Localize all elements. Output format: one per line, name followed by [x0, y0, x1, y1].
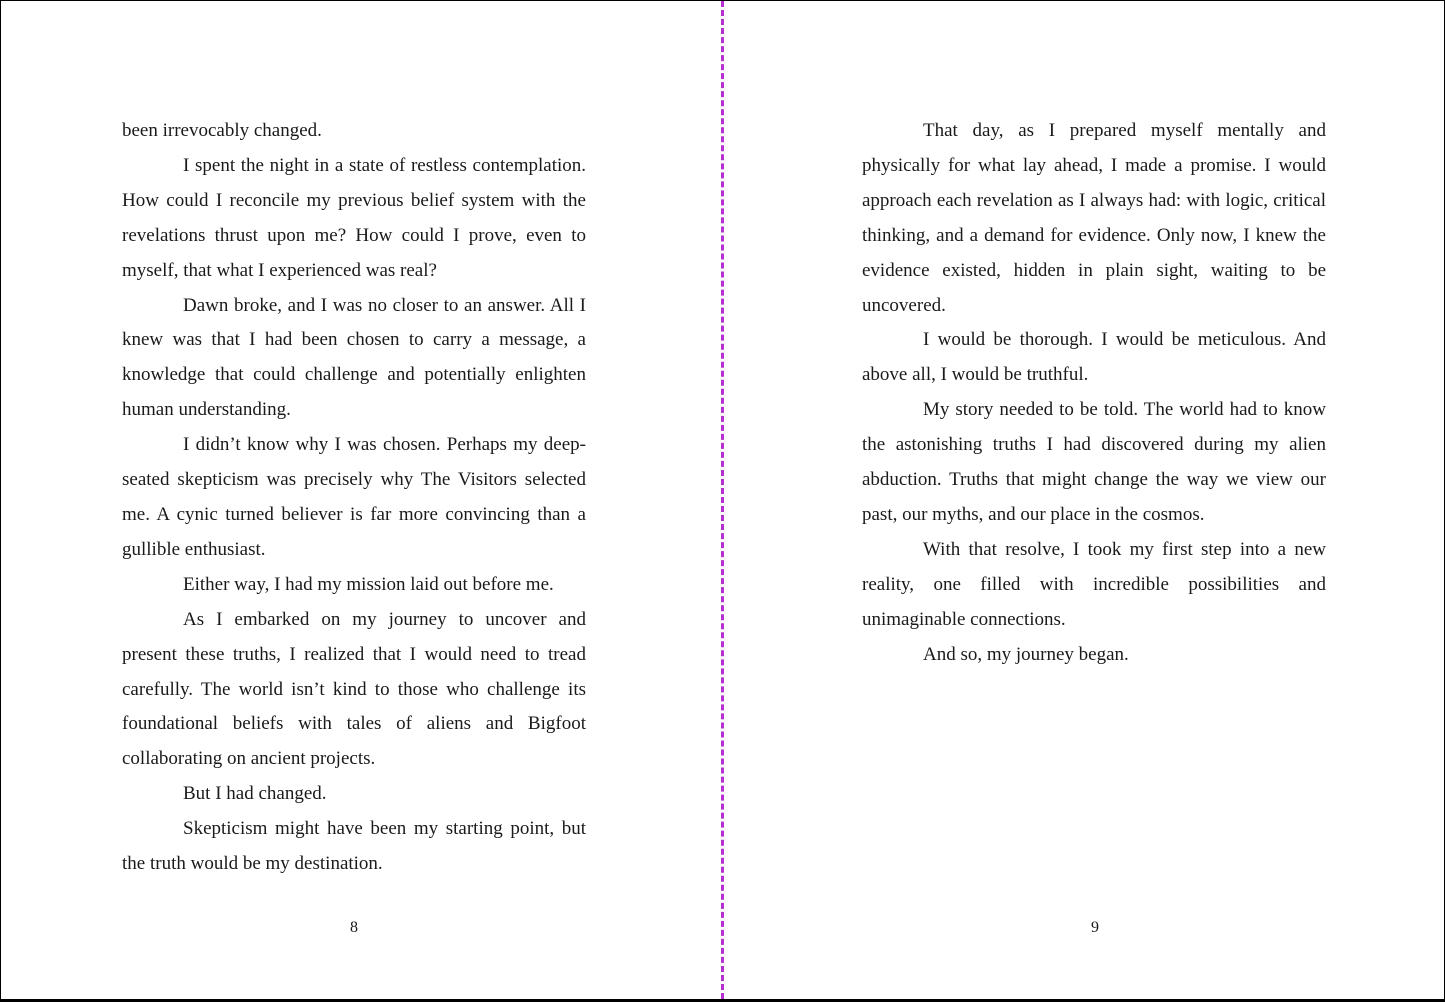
right-page-body	[862, 114, 1326, 673]
paragraph: But I had changed.	[183, 783, 327, 805]
paragraph: I spent the night in a state of restless contemplation. How could I reconcile my previous belief system with the revelations thrust upon me? How could I prove, even to myself, that what I experienced was real?	[122, 154, 586, 281]
right-page-number: 9	[1091, 919, 1099, 936]
paragraph: Either way, I had my mission laid out before me.	[183, 573, 554, 595]
paragraph: And so, my journey began.	[923, 643, 1129, 665]
left-page-number: 8	[350, 919, 358, 936]
paragraph: I didn’t know why I was chosen. Perhaps my deep-seated skepticism was precisely why The Visitors selected me. A cynic turned believer is far more convincing than a gullible enthusiast.	[122, 434, 586, 560]
paragraph: With that resolve, I took my first step into a new reality, one filled with incredible possibilities and unimaginable connections.	[862, 538, 1326, 630]
left-page-body	[122, 114, 586, 882]
page-gutter-divider	[721, 1, 724, 999]
paragraph: That day, as I prepared myself mentally and physically for what lay ahead, I made a promise. I would approach each revelation as I always had: with logic, critical thinking, and a demand for evidence. Only now, I knew the evidence existed, hidden in plain sight, waiting to be uncovered.	[862, 120, 1326, 316]
paragraph: My story needed to be told. The world had to know the astonishing truths I had discovered during my alien abduction. Truths that might change the way we view our past, our myths, and our place in the cosmos.	[862, 399, 1326, 525]
paragraph: been irrevocably changed.	[122, 120, 322, 141]
paragraph: Dawn broke, and I was no closer to an answer. All I knew was that I had been chosen to carry a message, a knowledge that could challenge and potentially enlighten human understanding.	[122, 294, 586, 421]
paragraph: I would be thorough. I would be meticulous. And above all, I would be truthful.	[862, 329, 1326, 386]
paragraph: Skepticism might have been my starting point, but the truth would be my destination.	[122, 818, 586, 875]
paragraph: As I embarked on my journey to uncover and present these truths, I realized that I would need to tread carefully. The world isn’t kind to those who challenge its foundational beliefs with tales of aliens and Bigfoot collaborating on ancient projects.	[122, 608, 586, 770]
